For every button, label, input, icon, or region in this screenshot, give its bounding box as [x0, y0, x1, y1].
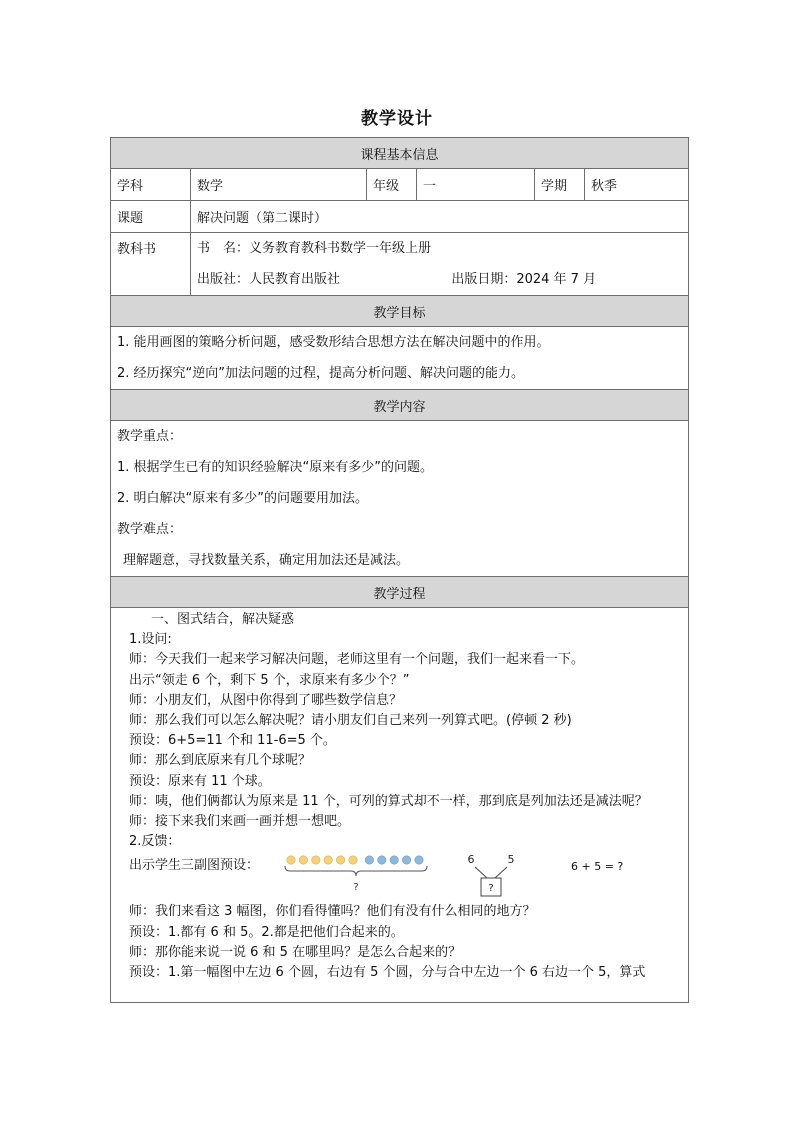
yellow-dot [299, 856, 307, 864]
process-cell [111, 608, 689, 1003]
equation-figure: 6 + 5 = ? [571, 860, 624, 874]
process-line: 预设：6+5=11 个和 11-6=5 个。 [129, 733, 336, 749]
difficulty-text: 理解题意，寻找数量关系，确定用加法还是减法。 [123, 553, 410, 568]
key-point-item: 1. 根据学生已有的知识经验解决“原来有多少”的问题。 [117, 460, 434, 475]
textbook-row [111, 233, 689, 296]
process-lines-b [129, 902, 688, 983]
section-header-row [111, 577, 689, 608]
process-line: 师：接下来我们来画一画并想一想吧。 [129, 814, 351, 830]
process-row [111, 608, 689, 1003]
blue-dot [378, 856, 386, 864]
process-lines-a [129, 630, 688, 852]
publisher-line [197, 264, 682, 295]
objective-item: 2. 经历探究“逆向”加法问题的过程，提高分析问题、解决问题的能力。 [117, 366, 525, 381]
lesson-label: 课题 [111, 201, 191, 233]
process-line: 师：咦，他们俩都认为原来是 11 个，可列的算式却不一样，那到底是列加法还是减法呢？ [129, 793, 648, 809]
difficulty-label: 教学难点： [117, 522, 183, 537]
key-points-label: 教学重点： [117, 429, 183, 444]
process-heading: 一、图式结合，解决疑惑 [151, 612, 295, 627]
content-cell [111, 421, 689, 577]
section-objectives: 教学目标 [111, 296, 689, 327]
book-name: 书 名：义务教育教科书数学一年级上册 [197, 241, 432, 256]
process-line: 预设：1.第一幅图中左边 6 个圆，右边有 5 个圆，分与合中左边一个 6 右边一个 5，算式 [129, 965, 646, 981]
process-line: 师：那你能来说一说 6 和 5 在哪里吗？是怎么合起来的？ [129, 944, 462, 960]
subject-value: 数学 [191, 169, 367, 201]
textbook-info [191, 233, 689, 296]
box-question-mark: ? [488, 883, 494, 895]
key-point-item: 2. 明白解决“原来有多少”的问题要用加法。 [117, 491, 369, 506]
process-line: 师：那么到底原来有几个球呢？ [129, 753, 312, 769]
objectives-row [111, 327, 689, 390]
objective-item: 1. 能用画图的策略分析问题，感受数形结合思想方法在解决问题中的作用。 [117, 335, 550, 350]
blue-dot [415, 856, 423, 864]
section-basic-info: 课程基本信息 [111, 138, 689, 169]
right-branch-line [495, 867, 507, 878]
dots-group [287, 856, 423, 864]
objectives-cell [111, 327, 689, 390]
document-title: 教学设计 [361, 109, 433, 129]
section-content: 教学内容 [111, 390, 689, 421]
process-body [129, 610, 688, 1002]
subject-label: 学科 [111, 169, 191, 201]
process-line: 预设：1.都有 6 和 5。2.都是把他们合起来的。 [129, 924, 404, 940]
yellow-dot [324, 856, 332, 864]
blue-dot [365, 856, 373, 864]
yellow-dot [312, 856, 320, 864]
process-line: 出示“领走 6 个，剩下 5 个，求原来有多少个？” [129, 672, 410, 688]
right-number: 5 [507, 853, 515, 867]
grade-label: 年级 [367, 169, 417, 201]
student-figures [129, 852, 688, 902]
process-line: 2.反馈： [129, 834, 181, 850]
publication-date: 出版日期：2024 年 7 月 [451, 272, 597, 287]
dots-figure [281, 852, 431, 898]
section-header-row [111, 138, 689, 169]
publisher: 出版社：人民教育出版社 [197, 272, 341, 287]
textbook-label: 教科书 [111, 233, 191, 296]
section-process: 教学过程 [111, 577, 689, 608]
process-line: 预设：原来有 11 个球。 [129, 773, 271, 789]
yellow-dot [349, 856, 357, 864]
process-line: 师：那么我们可以怎么解决呢？请小朋友们自己来列一列算式吧。(停顿 2 秒) [129, 713, 572, 729]
dots-brace [285, 866, 427, 876]
blue-dot [390, 856, 398, 864]
lesson-plan-table [110, 137, 689, 1003]
term-label: 学期 [535, 169, 585, 201]
section-header-row [111, 390, 689, 421]
left-number: 6 [467, 853, 475, 867]
process-line: 1.设问: [129, 632, 172, 648]
grade-value: 一 [417, 169, 535, 201]
blue-dot [402, 856, 410, 864]
left-branch-line [475, 867, 487, 878]
yellow-dot [336, 856, 344, 864]
process-line: 师：今天我们一起来学习解决问题，老师这里有一个问题，我们一起来看一下。 [129, 652, 585, 668]
content-row [111, 421, 689, 577]
figure-label: 出示学生三副图预设： [129, 858, 260, 874]
process-line: 师：小朋友们，从图中你得到了哪些数学信息？ [129, 692, 403, 708]
dots-question-mark: ? [353, 882, 359, 894]
info-row [111, 169, 689, 201]
section-header-row [111, 296, 689, 327]
term-value: 秋季 [585, 169, 689, 201]
lesson-value: 解决问题（第二课时） [191, 201, 689, 233]
yellow-dot [287, 856, 295, 864]
process-line: 师：我们来看这 3 幅图，你们看得懂吗？他们有没有什么相同的地方？ [129, 904, 536, 920]
split-merge-figure [461, 852, 521, 900]
lesson-row [111, 201, 689, 233]
